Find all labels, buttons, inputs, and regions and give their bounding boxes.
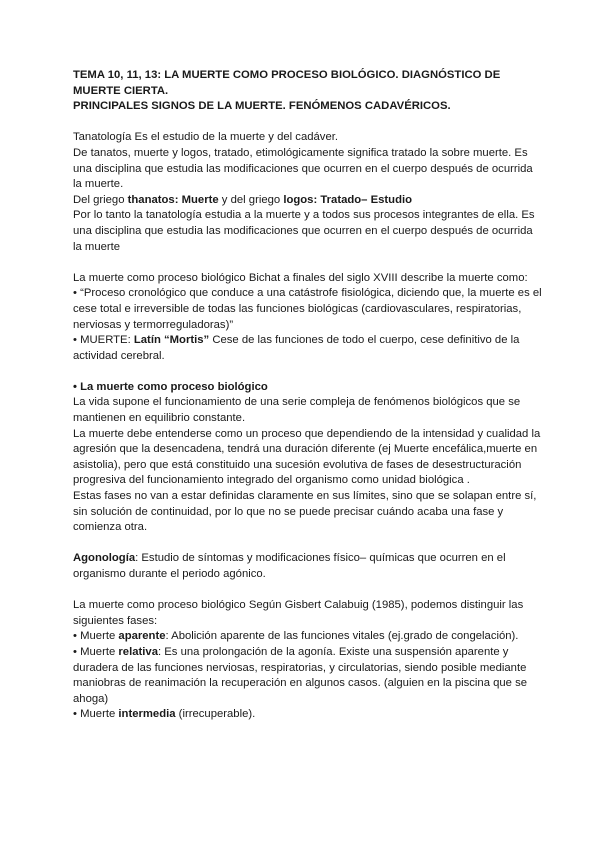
title-line-1: TEMA 10, 11, 13: LA MUERTE COMO PROCESO BIOLÓGICO. DIAGNÓSTICO DE MUERTE CIERTA. [73, 69, 501, 97]
agonologia-paragraph [73, 551, 543, 582]
agonologia-term: Agonología [73, 552, 136, 565]
bullet-2-rest: Cese de las funciones de todo el cuerpo, cese definitivo de la actividad cerebral. [73, 334, 520, 362]
phase-prefix: • Muerte [73, 645, 119, 658]
etymology-paragraph: De tanatos, muerte y logos, tratado, etimológicamente significa tratado la sobre muerte. Es una disciplina que estudia las modificaciones que ocurren en el cuerpo después de ocurrida la muerte. [73, 146, 533, 191]
greek-prefix: Del griego [73, 193, 128, 206]
proceso-heading-text: • La muerte como proceso biológico [73, 380, 268, 393]
greek-origin-paragraph [73, 193, 543, 209]
phase-name: relativa [118, 645, 158, 658]
tanatologia-definition: Tanatología Es el estudio de la muerte y del cadáver. [73, 131, 339, 144]
proceso-heading [73, 380, 543, 396]
document-title [73, 68, 543, 115]
spacer [73, 255, 543, 271]
gisbert-section [73, 598, 543, 723]
phase-aparente [73, 629, 543, 645]
bichat-section [73, 271, 543, 365]
title-line-2: PRINCIPALES SIGNOS DE LA MUERTE. FENÓMENOS CADAVÉRICOS. [73, 100, 451, 113]
gisbert-intro: La muerte como proceso biológico Según Gisbert Calabuig (1985), podemos distinguir las siguientes fases: [73, 599, 524, 627]
phase-prefix: • Muerte [73, 630, 119, 643]
tanatologia-section [73, 130, 543, 255]
proceso-paragraph-2: La muerte debe entenderse como un proceso que dependiendo de la intensidad y cualidad la agresión que la desencadena, tendrá una duración diferente (ej Muerte encefálica,muerte en asistolia), pero que está constituido una sucesión evolutiva de fases de desestructuración progresiva del funcionamiento integrado del organismo como unidad biológica . [73, 427, 541, 487]
greek-tratado: : Tratado– Estudio [313, 193, 413, 206]
proceso-section [73, 380, 543, 536]
tanatologia-scope-paragraph: Por lo tanto la tanatología estudia a la muerte y a todos sus procesos integrantes de ella. Es una disciplina que estudia las modificaciones que ocurren en el cuerpo después de ocurrida la muerte [73, 209, 535, 253]
spacer [73, 364, 543, 380]
document-page [73, 68, 543, 723]
phase-description: : Abolición aparente de las funciones vitales (ej.grado de congelación). [165, 630, 519, 643]
bullet-2-prefix: • MUERTE: [73, 334, 134, 347]
phase-description: (irrecuperable). [175, 708, 256, 721]
proceso-paragraph-3: Estas fases no van a estar definidas claramente en sus límites, sino que se solapan entre sí, sin solución de continuidad, por lo que no se puede precisar cuándo acaba una fase y comienza otra. [73, 490, 537, 534]
bullet-2-bold: Latín “Mortis” [133, 334, 210, 347]
agonologia-section [73, 551, 543, 582]
phase-intermedia [73, 707, 543, 723]
greek-logos: logos [283, 193, 314, 206]
phase-relativa [73, 645, 543, 707]
proceso-paragraph-1: La vida supone el funcionamiento de una serie compleja de fenómenos biológicos que se mantienen en equilibrio constante. [73, 396, 521, 425]
greek-mid: y del griego [218, 193, 284, 206]
phase-name: aparente [118, 630, 166, 643]
spacer [73, 536, 543, 552]
bichat-intro: La muerte como proceso biológico Bichat a finales del siglo XVIII describe la muerte como: [73, 271, 528, 284]
spacer [73, 115, 543, 131]
spacer [73, 583, 543, 599]
phase-name: intermedia [118, 708, 176, 721]
agonologia-definition: : Estudio de síntomas y modificaciones físico– químicas que ocurren en el organismo durante el periodo agónico. [73, 552, 506, 580]
bichat-bullet-2 [73, 333, 543, 364]
greek-thanatos: thanatos: Muerte [127, 193, 219, 206]
phase-prefix: • Muerte [73, 708, 119, 721]
bichat-bullet-1: • “Proceso cronológico que conduce a una catástrofe fisiológica, diciendo que, la muerte es el cese total e irreversible de todas las funciones biológicas (cardiovasculares, respiratorias, nerviosas y termorreguladoras)” [73, 287, 542, 331]
phase-description: : Es una prolongación de la agonía. Existe una suspensión aparente y duradera de las funciones nerviosas, respiratorias, y circulatorias, siendo posible mediante maniobras de reanimación la recuperación en algunos casos. (alguien en la piscina que se ahoga) [73, 645, 528, 705]
